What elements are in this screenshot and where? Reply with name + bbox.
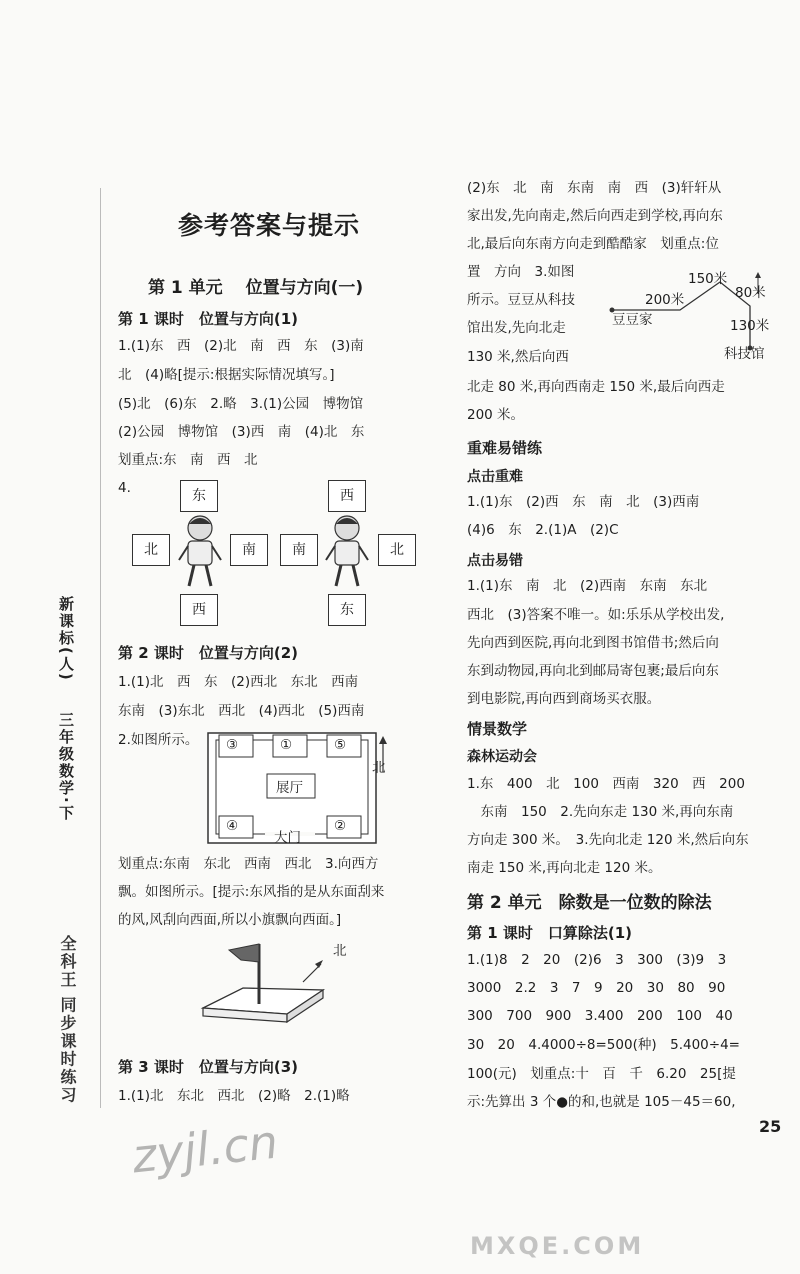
text-line: 南走 150 米,再向北走 120 米。: [467, 860, 662, 876]
text-line: 西北 (3)答案不唯一。如:乐乐从学校出发,: [467, 607, 725, 623]
margin-line: [100, 188, 101, 1108]
route-130m: 130米: [730, 318, 770, 334]
text-line: 东到动物园,再向北到邮局寄包裹;最后向东: [467, 663, 719, 679]
child-figure-2: [323, 512, 371, 592]
watermark-right: MXQE.COM: [470, 1232, 645, 1260]
room-2: ②: [334, 818, 347, 834]
subject-label: 三年级数学·下: [57, 712, 75, 822]
compass1-top: 东: [180, 480, 218, 512]
edition-label: 新课标(人): [57, 596, 75, 682]
text-line: 划重点:东南 东北 西南 西北 3.向西方: [118, 856, 379, 872]
text-line: 东南 150 2.先向东走 130 米,再向东南: [467, 804, 734, 820]
compass2-right: 北: [378, 534, 416, 566]
text-line: 200 米。: [467, 407, 525, 423]
text-line: 北走 80 米,再向西南走 150 米,最后向西走: [467, 379, 725, 395]
watermark-left: zyjl.cn: [129, 1114, 281, 1184]
text-line: 3000 2.2 3 7 9 20 30 80 90: [467, 980, 726, 996]
text-line: 置 方向 3.如图: [467, 264, 575, 280]
text-line: 的风,风刮向西面,所以小旗飘向西面。]: [118, 912, 342, 928]
compass2-top: 西: [328, 480, 366, 512]
lesson2-heading: 第 2 课时 位置与方向(2): [118, 644, 299, 662]
section-math: 情景数学: [467, 720, 528, 738]
text-line: (4)6 东 2.(1)A (2)C: [467, 522, 619, 538]
text-line: 1.东 400 北 100 西南 320 西 200: [467, 776, 745, 792]
room-1: ①: [280, 737, 293, 753]
text-line: 北,最后向东南方向走到酷酷家 划重点:位: [467, 236, 719, 252]
brand-logo: 全科王 同步课时练习: [58, 935, 77, 1105]
room-3: ③: [226, 737, 239, 753]
page-title: 参考答案与提示: [178, 211, 361, 240]
route-200m: 200米: [645, 292, 685, 308]
text-line: 所示。豆豆从科技: [467, 292, 575, 308]
compass1-bottom: 西: [180, 594, 218, 626]
route-80m: 80米: [735, 285, 766, 301]
room-5: ⑤: [334, 737, 347, 753]
text-line: 1.(1)8 2 20 (2)6 3 300 (3)9 3: [467, 952, 727, 968]
text-line: 1.(1)北 西 东 (2)西北 东北 西南: [118, 674, 359, 690]
text-line: 先向西到医院,再向北到图书馆借书;然后向: [467, 635, 719, 651]
text-line: (2)公园 博物馆 (3)西 南 (4)北 东: [118, 424, 365, 440]
route-museum: 科技馆: [724, 346, 765, 362]
route-home: 豆豆家: [612, 312, 653, 328]
text-line: 馆出发,先向北走: [467, 320, 566, 336]
lesson1-heading: 第 1 课时 位置与方向(1): [118, 310, 299, 328]
route-150m: 150米: [688, 271, 728, 287]
page-number: 25: [759, 1117, 782, 1136]
flag-figure: [195, 938, 335, 1034]
text-line: 北 (4)略[提示:根据实际情况填写。]: [118, 367, 335, 383]
text-line: 300 700 900 3.400 200 100 40: [467, 1008, 733, 1024]
text-line: 130 米,然后向西: [467, 349, 569, 365]
q4-label: 4.: [118, 480, 131, 496]
section-hard: 重难易错练: [467, 439, 543, 457]
text-line: 100(元) 划重点:十 百 千 6.20 25[提: [467, 1066, 736, 1082]
compass2-bottom: 东: [328, 594, 366, 626]
text-line: 划重点:东 南 西 北: [118, 452, 258, 468]
text-line: 1.(1)北 东北 西北 (2)略 2.(1)略: [118, 1088, 350, 1104]
room-4: ④: [226, 818, 239, 834]
text-line: 到电影院,再向西到商场买衣服。: [467, 691, 661, 707]
text-line: 1.(1)东 南 北 (2)西南 东南 东北: [467, 578, 708, 594]
gate-label: 大门: [274, 830, 301, 846]
text-line: 1.(1)东 西 (2)北 南 西 东 (3)南: [118, 338, 364, 354]
sub-key: 点击重难: [467, 469, 523, 485]
compass2-left: 南: [280, 534, 318, 566]
child-figure-1: [176, 512, 224, 592]
sub-forest: 森林运动会: [467, 749, 537, 765]
unit2-heading: 第 2 单元 除数是一位数的除法: [467, 893, 712, 913]
sub-error: 点击易错: [467, 553, 523, 569]
text-line: 1.(1)东 (2)西 东 南 北 (3)西南: [467, 494, 700, 510]
lesson3-heading: 第 3 课时 位置与方向(3): [118, 1058, 299, 1076]
text-line: 30 20 4.4000÷8=500(种) 5.400÷4=: [467, 1037, 740, 1053]
map-north-label: 北: [372, 760, 386, 776]
compass1-left: 北: [132, 534, 170, 566]
text-line: (5)北 (6)东 2.略 3.(1)公园 博物馆: [118, 396, 364, 412]
text-line: 2.如图所示。: [118, 732, 199, 748]
hall-label: 展厅: [276, 780, 303, 796]
text-line: 东南 (3)东北 西北 (4)西北 (5)西南: [118, 703, 365, 719]
text-line: 示:先算出 3 个●的和,也就是 105－45＝60,: [467, 1094, 736, 1110]
unit1-heading: 第 1 单元 位置与方向(一): [148, 278, 364, 298]
text-line: 方向走 300 米。 3.先向北走 120 米,然后向东: [467, 832, 749, 848]
lesson-r-heading: 第 1 课时 口算除法(1): [467, 924, 633, 942]
compass1-right: 南: [230, 534, 268, 566]
text-line: 飘。如图所示。[提示:东风指的是从东面刮来: [118, 884, 385, 900]
text-line: 家出发,先向南走,然后向西走到学校,再向东: [467, 208, 723, 224]
flag-north-label: 北: [333, 943, 347, 959]
text-line: (2)东 北 南 东南 南 西 (3)轩轩从: [467, 180, 722, 196]
